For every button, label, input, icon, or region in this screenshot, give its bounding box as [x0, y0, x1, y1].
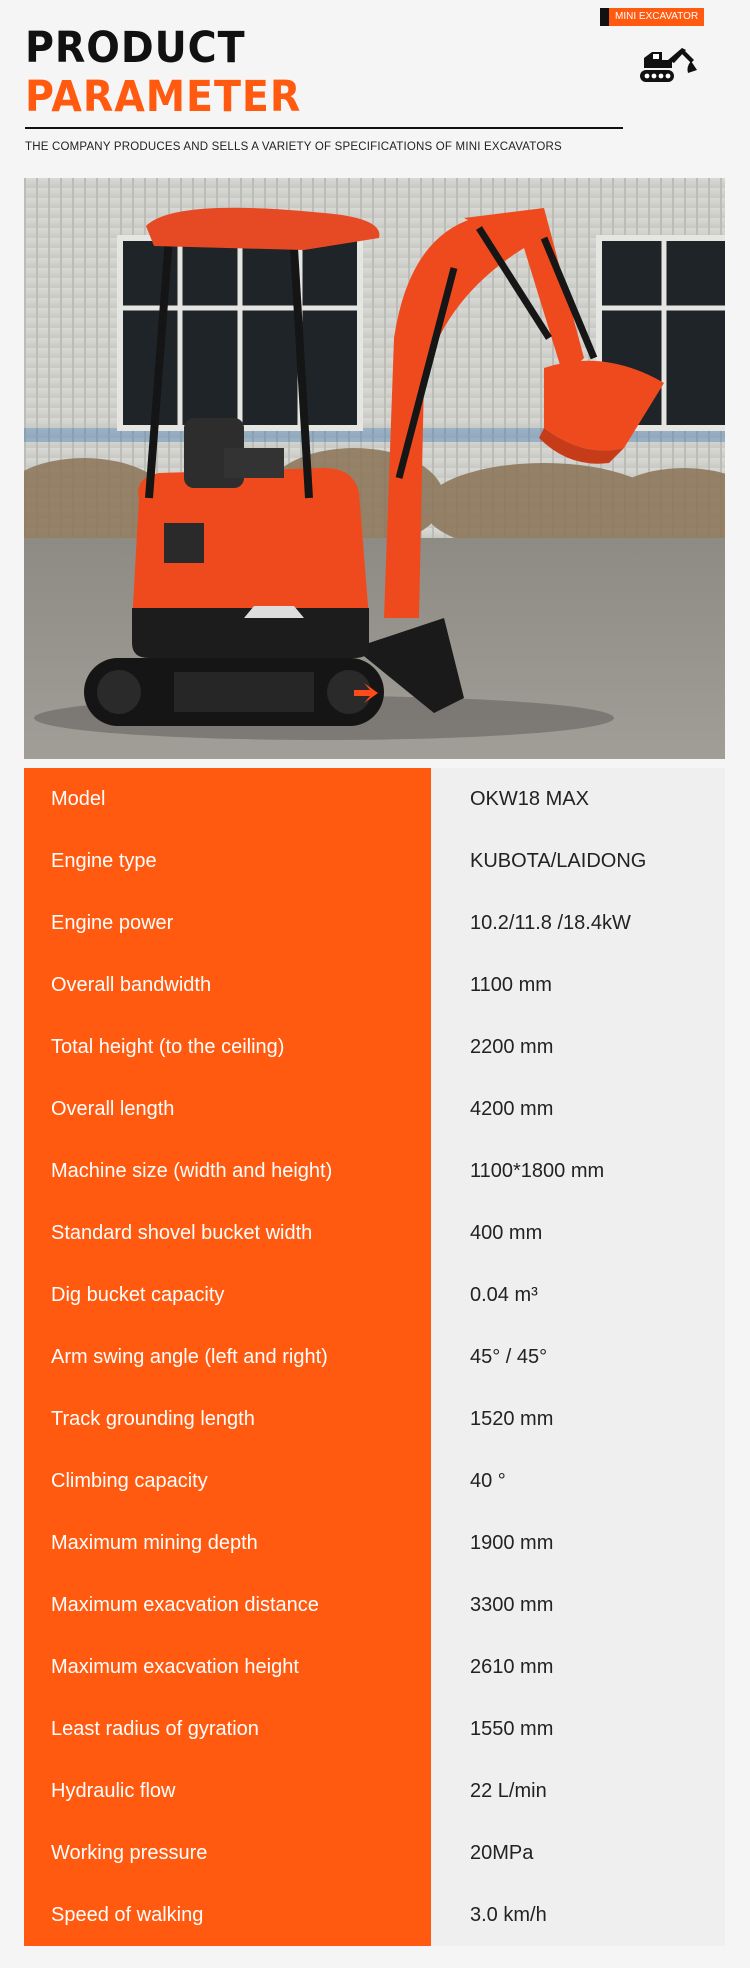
spec-label: Model: [51, 788, 106, 810]
table-row: [24, 1450, 725, 1512]
table-row: [24, 1388, 725, 1450]
spec-label: Arm swing angle (left and right): [51, 1346, 328, 1368]
table-row: [24, 1636, 725, 1698]
spec-label: Working pressure: [51, 1842, 208, 1864]
spec-label: Engine type: [51, 850, 157, 872]
spec-value: 400 mm: [470, 1222, 543, 1244]
spec-value: 3300 mm: [470, 1594, 554, 1616]
table-row: [24, 1140, 725, 1202]
spec-value: 22 L/min: [470, 1780, 547, 1802]
tag-marker: [600, 8, 609, 26]
table-row: [24, 1016, 725, 1078]
table-row: [24, 1264, 725, 1326]
spec-value: 1550 mm: [470, 1718, 554, 1740]
spec-label: Maximum exacvation distance: [51, 1594, 319, 1616]
spec-value: 20MPa: [470, 1842, 534, 1864]
table-row: [24, 892, 725, 954]
spec-label: Overall length: [51, 1098, 175, 1120]
table-row: [24, 1822, 725, 1884]
spec-value: KUBOTA/LAIDONG: [470, 850, 647, 872]
table-row: [24, 1698, 725, 1760]
title-divider: [25, 127, 623, 129]
page-title-line2: PARAMETER: [25, 72, 302, 122]
spec-value: 4200 mm: [470, 1098, 554, 1120]
table-row: [24, 768, 725, 830]
spec-value: 1100*1800 mm: [470, 1160, 605, 1182]
tag-label: MINI EXCAVATOR: [609, 8, 704, 26]
page-subtitle: THE COMPANY PRODUCES AND SELLS A VARIETY OF SPECIFICATIONS OF MINI EXCAVATORS: [25, 141, 562, 153]
spec-label: Maximum mining depth: [51, 1532, 258, 1554]
spec-label: Least radius of gyration: [51, 1718, 259, 1740]
spec-value: OKW18 MAX: [470, 788, 589, 810]
spec-label: Standard shovel bucket width: [51, 1222, 313, 1244]
spec-label: Overall bandwidth: [51, 974, 212, 996]
table-row: [24, 1326, 725, 1388]
spec-label: Total height (to the ceiling): [51, 1036, 285, 1058]
spec-label: Hydraulic flow: [51, 1780, 176, 1802]
spec-label: Dig bucket capacity: [51, 1284, 225, 1306]
spec-value: 2200 mm: [470, 1036, 554, 1058]
table-row: [24, 1574, 725, 1636]
spec-label: Track grounding length: [51, 1408, 255, 1430]
header: [25, 25, 725, 165]
spec-value: 2610 mm: [470, 1656, 554, 1678]
spec-value: 45° / 45°: [470, 1346, 548, 1368]
table-row: [24, 1512, 725, 1574]
spec-value: 0.04 m³: [470, 1284, 538, 1306]
spec-label: Engine power: [51, 912, 174, 934]
excavator-icon: [638, 44, 698, 86]
spec-value: 1100 mm: [470, 974, 552, 996]
spec-value: 3.0 km/h: [470, 1904, 547, 1926]
spec-label: Speed of walking: [51, 1904, 204, 1926]
spec-value: 1520 mm: [470, 1408, 554, 1430]
table-row: [24, 1202, 725, 1264]
spec-table: [24, 768, 725, 1946]
table-row: [24, 830, 725, 892]
spec-value: 1900 mm: [470, 1532, 554, 1554]
category-tag: [600, 8, 704, 26]
spec-label: Climbing capacity: [51, 1470, 208, 1492]
spec-label: Maximum exacvation height: [51, 1656, 299, 1678]
spec-label: Machine size (width and height): [51, 1160, 333, 1182]
product-photo: [24, 178, 725, 759]
page-title-line1: PRODUCT: [25, 23, 246, 73]
table-row: [24, 1078, 725, 1140]
table-row: [24, 954, 725, 1016]
spec-value: 10.2/11.8 /18.4kW: [470, 912, 631, 934]
excavator-photo-illustration: [24, 178, 725, 759]
table-row: [24, 1884, 725, 1946]
table-row: [24, 1760, 725, 1822]
spec-value: 40 °: [470, 1470, 506, 1492]
